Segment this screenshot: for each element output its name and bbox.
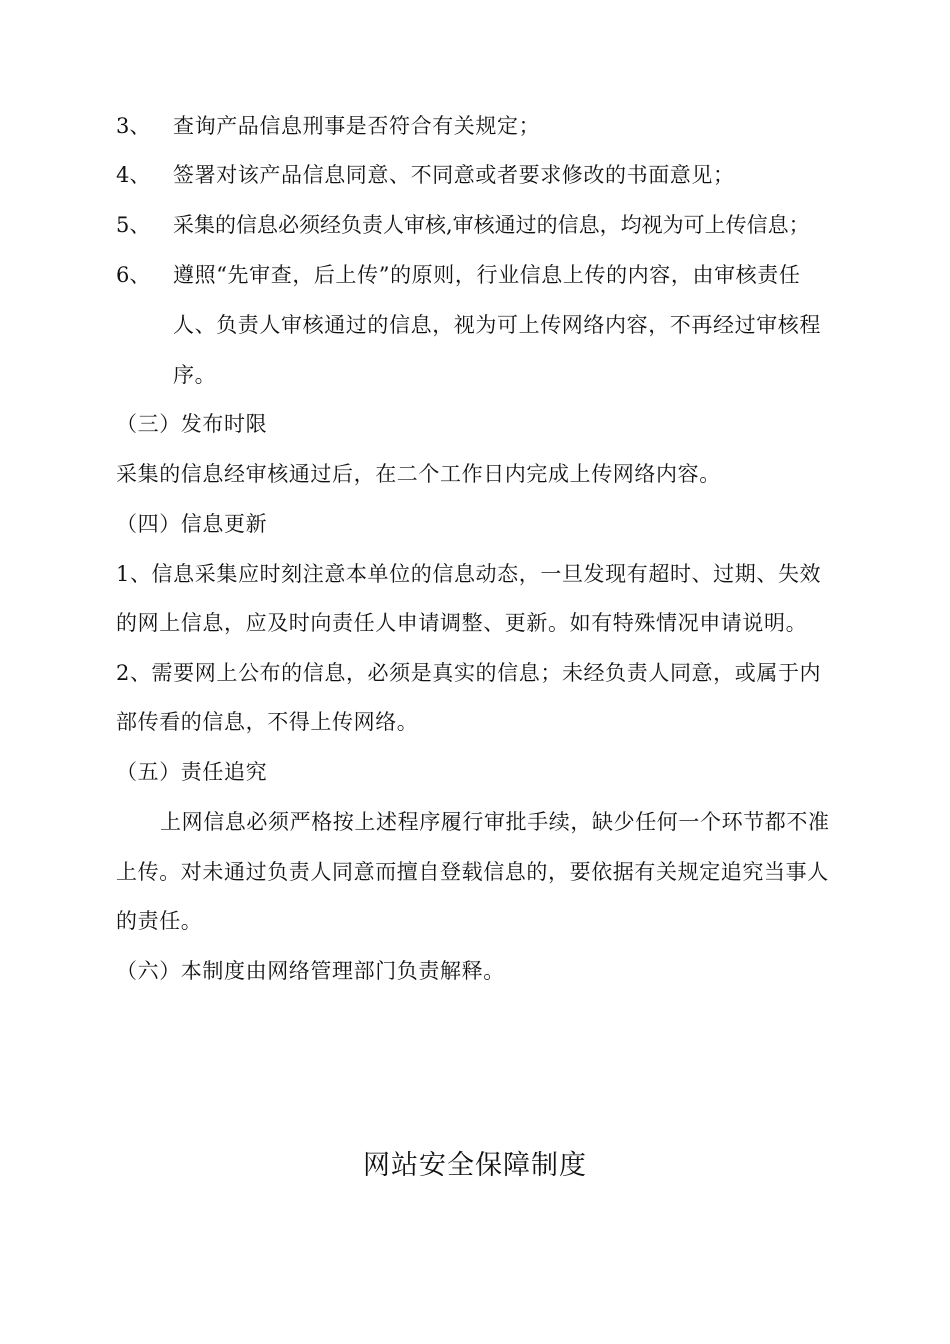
page-title: 网站安全保障制度 (363, 1150, 587, 1181)
item-5-number: 5、 (116, 213, 151, 237)
section-4-p2-line-2: 部传看的信息，不得上传网络。 (116, 710, 419, 734)
section-5-heading: （五）责任追究 (116, 760, 268, 784)
item-6-line-3: 序。 (173, 363, 217, 387)
item-6-line-2: 人、负责人审核通过的信息，视为可上传网络内容，不再经过审核程 (173, 313, 821, 337)
item-5-text: 采集的信息必须经负责人审核,审核通过的信息，均视为可上传信息； (173, 213, 810, 237)
section-4-heading: （四）信息更新 (116, 512, 268, 536)
item-3-text: 查询产品信息刑事是否符合有关规定； (173, 114, 541, 138)
section-3-heading: （三）发布时限 (116, 412, 268, 436)
section-5-body-line-3: 的责任。 (116, 909, 203, 933)
item-3-number: 3、 (116, 114, 151, 138)
item-6-number: 6、 (116, 263, 151, 287)
section-4-p1-line-2: 的网上信息，应及时向责任人申请调整、更新。如有特殊情况申请说明。 (116, 611, 808, 635)
item-4-text: 签署对该产品信息同意、不同意或者要求修改的书面意见； (173, 163, 735, 187)
section-4-p1-line-1: 1、信息采集应时刻注意本单位的信息动态，一旦发现有超时、过期、失效 (116, 562, 822, 586)
section-3-body: 采集的信息经审核通过后，在二个工作日内完成上传网络内容。 (116, 462, 721, 486)
section-5-body-line-2: 上传。对未通过负责人同意而擅自登载信息的，要依据有关规定追究当事人 (116, 860, 829, 884)
section-6-heading: （六）本制度由网络管理部门负责解释。 (116, 959, 505, 983)
item-4-number: 4、 (116, 163, 151, 187)
section-5-body-line-1: 上网信息必须严格按上述程序履行审批手续，缺少任何一个环节都不准 (160, 810, 830, 834)
section-4-p2-line-1: 2、需要网上公布的信息，必须是真实的信息；未经负责人同意，或属于内 (116, 661, 822, 685)
item-6-line-1: 遵照“先审查，后上传”的原则，行业信息上传的内容，由审核责任 (173, 263, 801, 287)
